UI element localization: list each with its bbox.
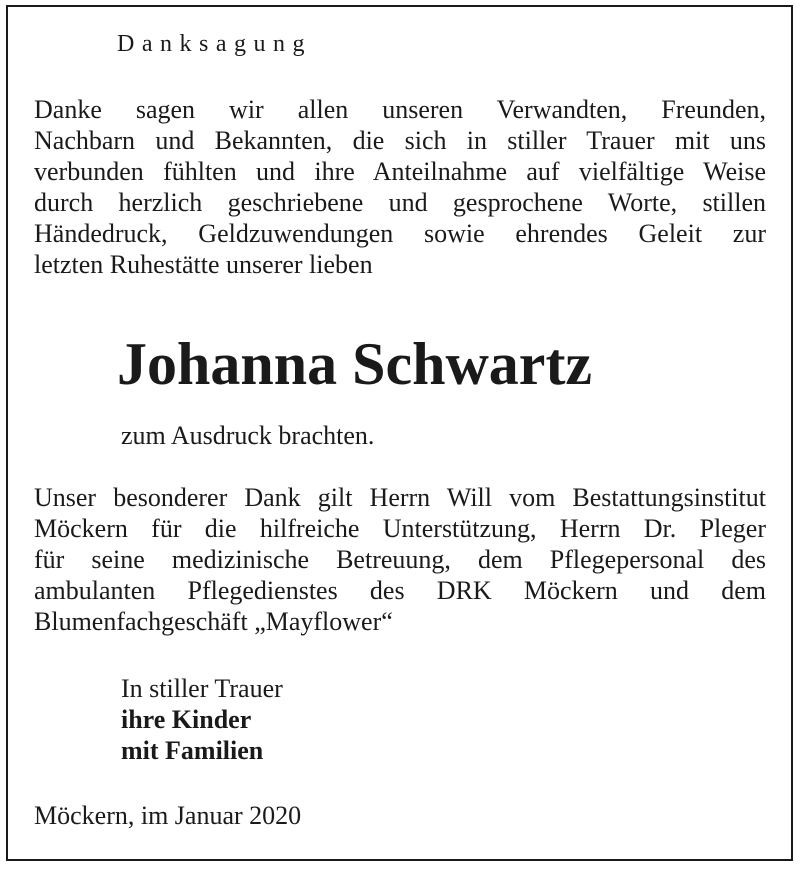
deceased-name: Johanna Schwartz bbox=[117, 331, 593, 397]
notice-heading: Danksagung bbox=[117, 31, 312, 57]
paragraph-line: für seine medizinische Betreuung, dem Pflegepersonal des bbox=[34, 545, 766, 574]
paragraph-line: Blumenfachgeschäft „Mayflower“ bbox=[34, 607, 393, 636]
paragraph-line: ambulanten Pflegedienstes des DRK Möckern und dem bbox=[34, 576, 766, 605]
signature-children: ihre Kinder bbox=[121, 705, 252, 734]
signature-families: mit Familien bbox=[121, 736, 264, 765]
signature-mourning-line: In stiller Trauer bbox=[121, 674, 283, 703]
paragraph-line: Möckern für die hilfreiche Unterstützung, Herrn Dr. Pleger bbox=[34, 514, 766, 543]
thanks-paragraph bbox=[34, 94, 766, 280]
place-date: Möckern, im Januar 2020 bbox=[34, 801, 302, 830]
paragraph-line: Unser besonderer Dank gilt Herrn Will vom Bestattungsinstitut bbox=[34, 483, 766, 512]
paragraph-line: verbunden fühlten und ihre Anteilnahme auf vielfältige Weise bbox=[34, 157, 766, 186]
paragraph-line: Nachbarn und Bekannten, die sich in stiller Trauer mit uns bbox=[34, 126, 766, 155]
paragraph-line: Händedruck, Geldzuwendungen sowie ehrendes Geleit zur bbox=[34, 219, 766, 248]
paragraph-line: Danke sagen wir allen unseren Verwandten, Freunden, bbox=[34, 95, 766, 124]
paragraph-line: durch herzlich geschriebene und gesprochene Worte, stillen bbox=[34, 188, 766, 217]
special-thanks-paragraph bbox=[34, 482, 766, 637]
signature-block bbox=[121, 673, 283, 766]
paragraph-line: letzten Ruhestätte unserer lieben bbox=[34, 250, 373, 279]
expression-line: zum Ausdruck brachten. bbox=[121, 421, 375, 450]
